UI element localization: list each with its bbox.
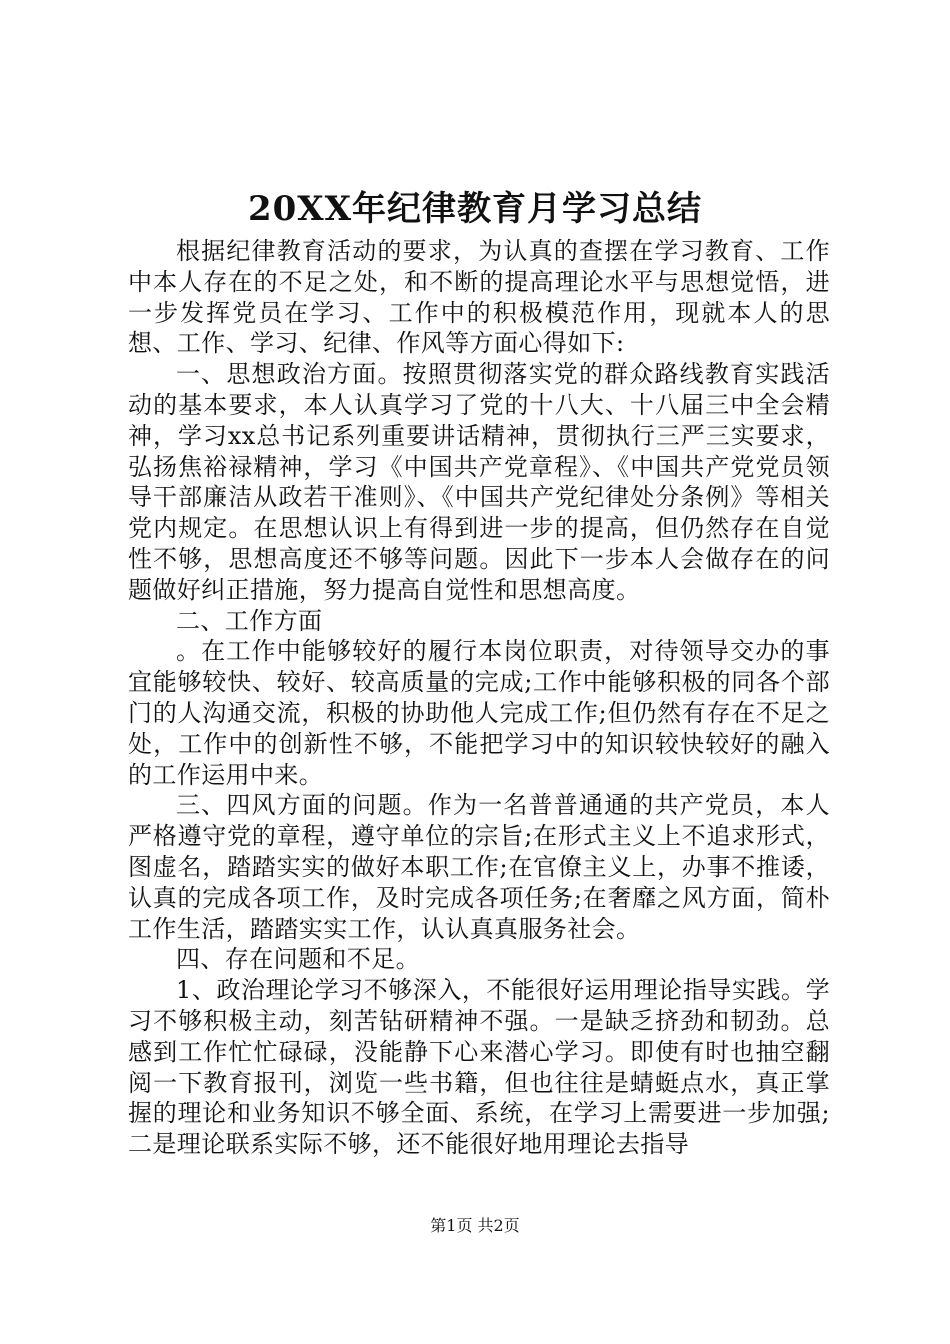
paragraph-four-styles: 三、四风方面的问题。作为一名普普通通的共产党员，本人严格遵守党的章程，遵守单位的宗旨;在形式主义上不追求形式，图虚名，踏踏实实的做好本职工作;在官僚主义上，办事不推诿，认真的完成各项工作，及时完成各项任务;在奢靡之风方面，简朴工作生活，踏踏实实工作，认认真真服务社会。 <box>128 791 830 943</box>
page-footer: 第1页 共2页 <box>430 1216 520 1235</box>
document-body <box>128 236 830 1160</box>
paragraph-problem-1: 1、政治理论学习不够深入，不能很好运用理论指导实践。学习不够积极主动，刻苦钻研精神不强。一是缺乏挤劲和韧劲。总感到工作忙忙碌碌，没能静下心来潜心学习。即使有时也抽空翻阅一下教育报刊，浏览一些书籍，但也往往是蜻蜓点水，真正掌握的理论和业务知识不够全面、系统，在学习上需要进一步加强;二是理论联系实际不够，还不能很好地用理论去指导 <box>128 976 830 1159</box>
paragraph-work: 。在工作中能够较好的履行本岗位职责，对待领导交办的事宜能够较快、较好、较高质量的完成;工作中能够积极的同各个部门的人沟通交流，积极的协助他人完成工作;但仍然有存在不足之处，工作中的创新性不够，不能把学习中的知识较快较好的融入的工作运用中来。 <box>128 637 830 789</box>
paragraph-ideology: 一、思想政治方面。按照贯彻落实党的群众路线教育实践活动的基本要求，本人认真学习了党的十八大、十八届三中全会精神，学习xx总书记系列重要讲话精神，贯彻执行三严三实要求，弘扬焦裕禄精神，学习《中国共产党章程》、《中国共产党党员领导干部廉洁从政若干准则》、《中国共产党纪律处分条例》等相关党内规定。在思想认识上有得到进一步的提高，但仍然存在自觉性不够，思想高度还不够等问题。因此下一步本人会做存在的问题做好纠正措施，努力提高自觉性和思想高度。 <box>128 360 830 604</box>
paragraph-problems-heading: 四、存在问题和不足。 <box>176 945 420 974</box>
paragraph-intro: 根据纪律教育活动的要求，为认真的查摆在学习教育、工作中本人存在的不足之处，和不断的提高理论水平与思想觉悟，进一步发挥党员在学习、工作中的积极模范作用，现就本人的思想、工作、学习、纪律、作风等方面心得如下: <box>128 237 830 358</box>
paragraph-work-heading: 二、工作方面 <box>176 606 323 635</box>
document-title: 20XX年纪律教育月学习总结 <box>247 189 703 229</box>
